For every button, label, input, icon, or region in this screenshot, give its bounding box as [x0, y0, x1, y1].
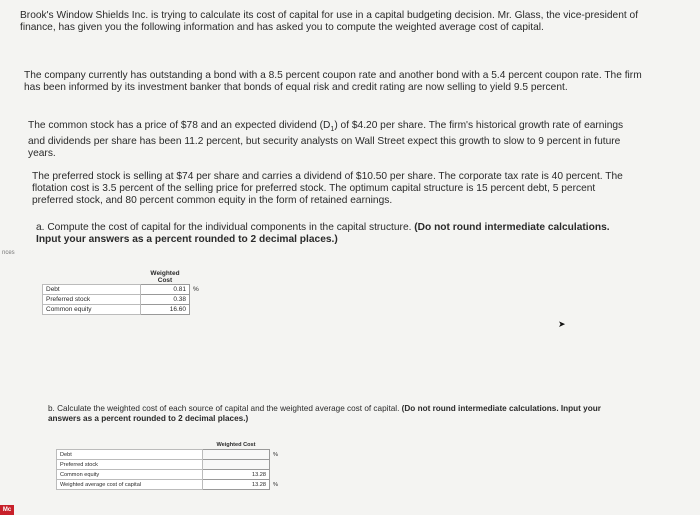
part-b-wacc-input[interactable]: 13.28: [203, 480, 270, 490]
part-b-common-label: Common equity: [57, 470, 203, 480]
part-a-debt-input[interactable]: 0.81: [141, 285, 190, 295]
part-a-common-label: Common equity: [43, 305, 141, 315]
part-a-preferred-label: Preferred stock: [43, 295, 141, 305]
part-a-bold-note: (Do not round intermediate calculations. Input your answers as a percent rounded to 2 decimal places.): [36, 222, 610, 245]
common-stock-text-b: ) of $4.20 per share. The firm's historical growth rate of earnings and dividends per share has been 11.2 percent, but security analysts on Wall Street expect this growth to slow to 9 percent in future years.: [28, 120, 624, 160]
part-b-preferred-input[interactable]: [203, 460, 270, 470]
part-b-text: b. Calculate the weighted cost of each source of capital and the weighted average cost of capital.: [48, 404, 402, 413]
mc-logo: Mc: [0, 505, 14, 515]
percent-sign: %: [193, 286, 199, 293]
mouse-cursor-icon: ➤: [558, 319, 566, 329]
bonds-paragraph: The company currently has outstanding a bond with a 8.5 percent coupon rate and another bond with a 5.4 percent coupon rate. The firm has been informed by its investment banker that bonds of equal risk and credit rating are now selling to yield 9.5 percent.: [24, 70, 642, 93]
part-b-preferred-label: Preferred stock: [57, 460, 203, 470]
intro-paragraph: Brook's Window Shields Inc. is trying to calculate its cost of capital for use in a capital budgeting decision. Mr. Glass, the vice-president of finance, has given you the following information and has asked you to compute the weighted average cost of capital.: [20, 10, 639, 33]
part-a-instructions: [36, 222, 636, 246]
side-label: nces: [2, 250, 15, 256]
part-b-header: Weighted Cost: [216, 441, 256, 448]
part-a-header: Weighted Cost: [150, 270, 180, 284]
table-row: [57, 450, 285, 460]
table-row: [43, 305, 205, 315]
part-b-table: [56, 440, 285, 490]
part-b-bold-note: (Do not round intermediate calculations. Input your answers as a percent rounded to 2 decimal places.): [48, 404, 601, 423]
common-stock-paragraph: [28, 120, 633, 160]
percent-sign: %: [273, 481, 278, 488]
part-a-debt-label: Debt: [43, 285, 141, 295]
table-row: [57, 470, 285, 480]
preferred-stock-paragraph: The preferred stock is selling at $74 per share and carries a dividend of $10.50 per share. The corporate tax rate is 40 percent. The flotation cost is 3.5 percent of the selling price for preferred stock. The optimum capital structure is 15 percent debt, 5 percent preferred stock, and 80 percent common equity in the form of retained earnings.: [32, 171, 623, 206]
part-b-debt-input[interactable]: [203, 450, 270, 460]
table-row: [43, 295, 205, 305]
part-b-instructions: [48, 404, 608, 424]
part-a-preferred-input[interactable]: 0.38: [141, 295, 190, 305]
percent-sign: %: [273, 451, 278, 458]
table-row: [57, 480, 285, 490]
table-row: [57, 460, 285, 470]
dividend-subscript: 1: [330, 126, 335, 134]
part-a-table: [42, 270, 205, 315]
part-a-text: a. Compute the cost of capital for the individual components in the capital structure.: [36, 222, 415, 233]
table-row: [43, 285, 205, 295]
part-a-common-input[interactable]: 16.60: [141, 305, 190, 315]
part-b-wacc-label: Weighted average cost of capital: [57, 480, 203, 490]
common-stock-text-a: The common stock has a price of $78 and an expected dividend (D: [28, 120, 331, 131]
part-b-common-input[interactable]: 13.28: [203, 470, 270, 480]
part-b-debt-label: Debt: [57, 450, 203, 460]
